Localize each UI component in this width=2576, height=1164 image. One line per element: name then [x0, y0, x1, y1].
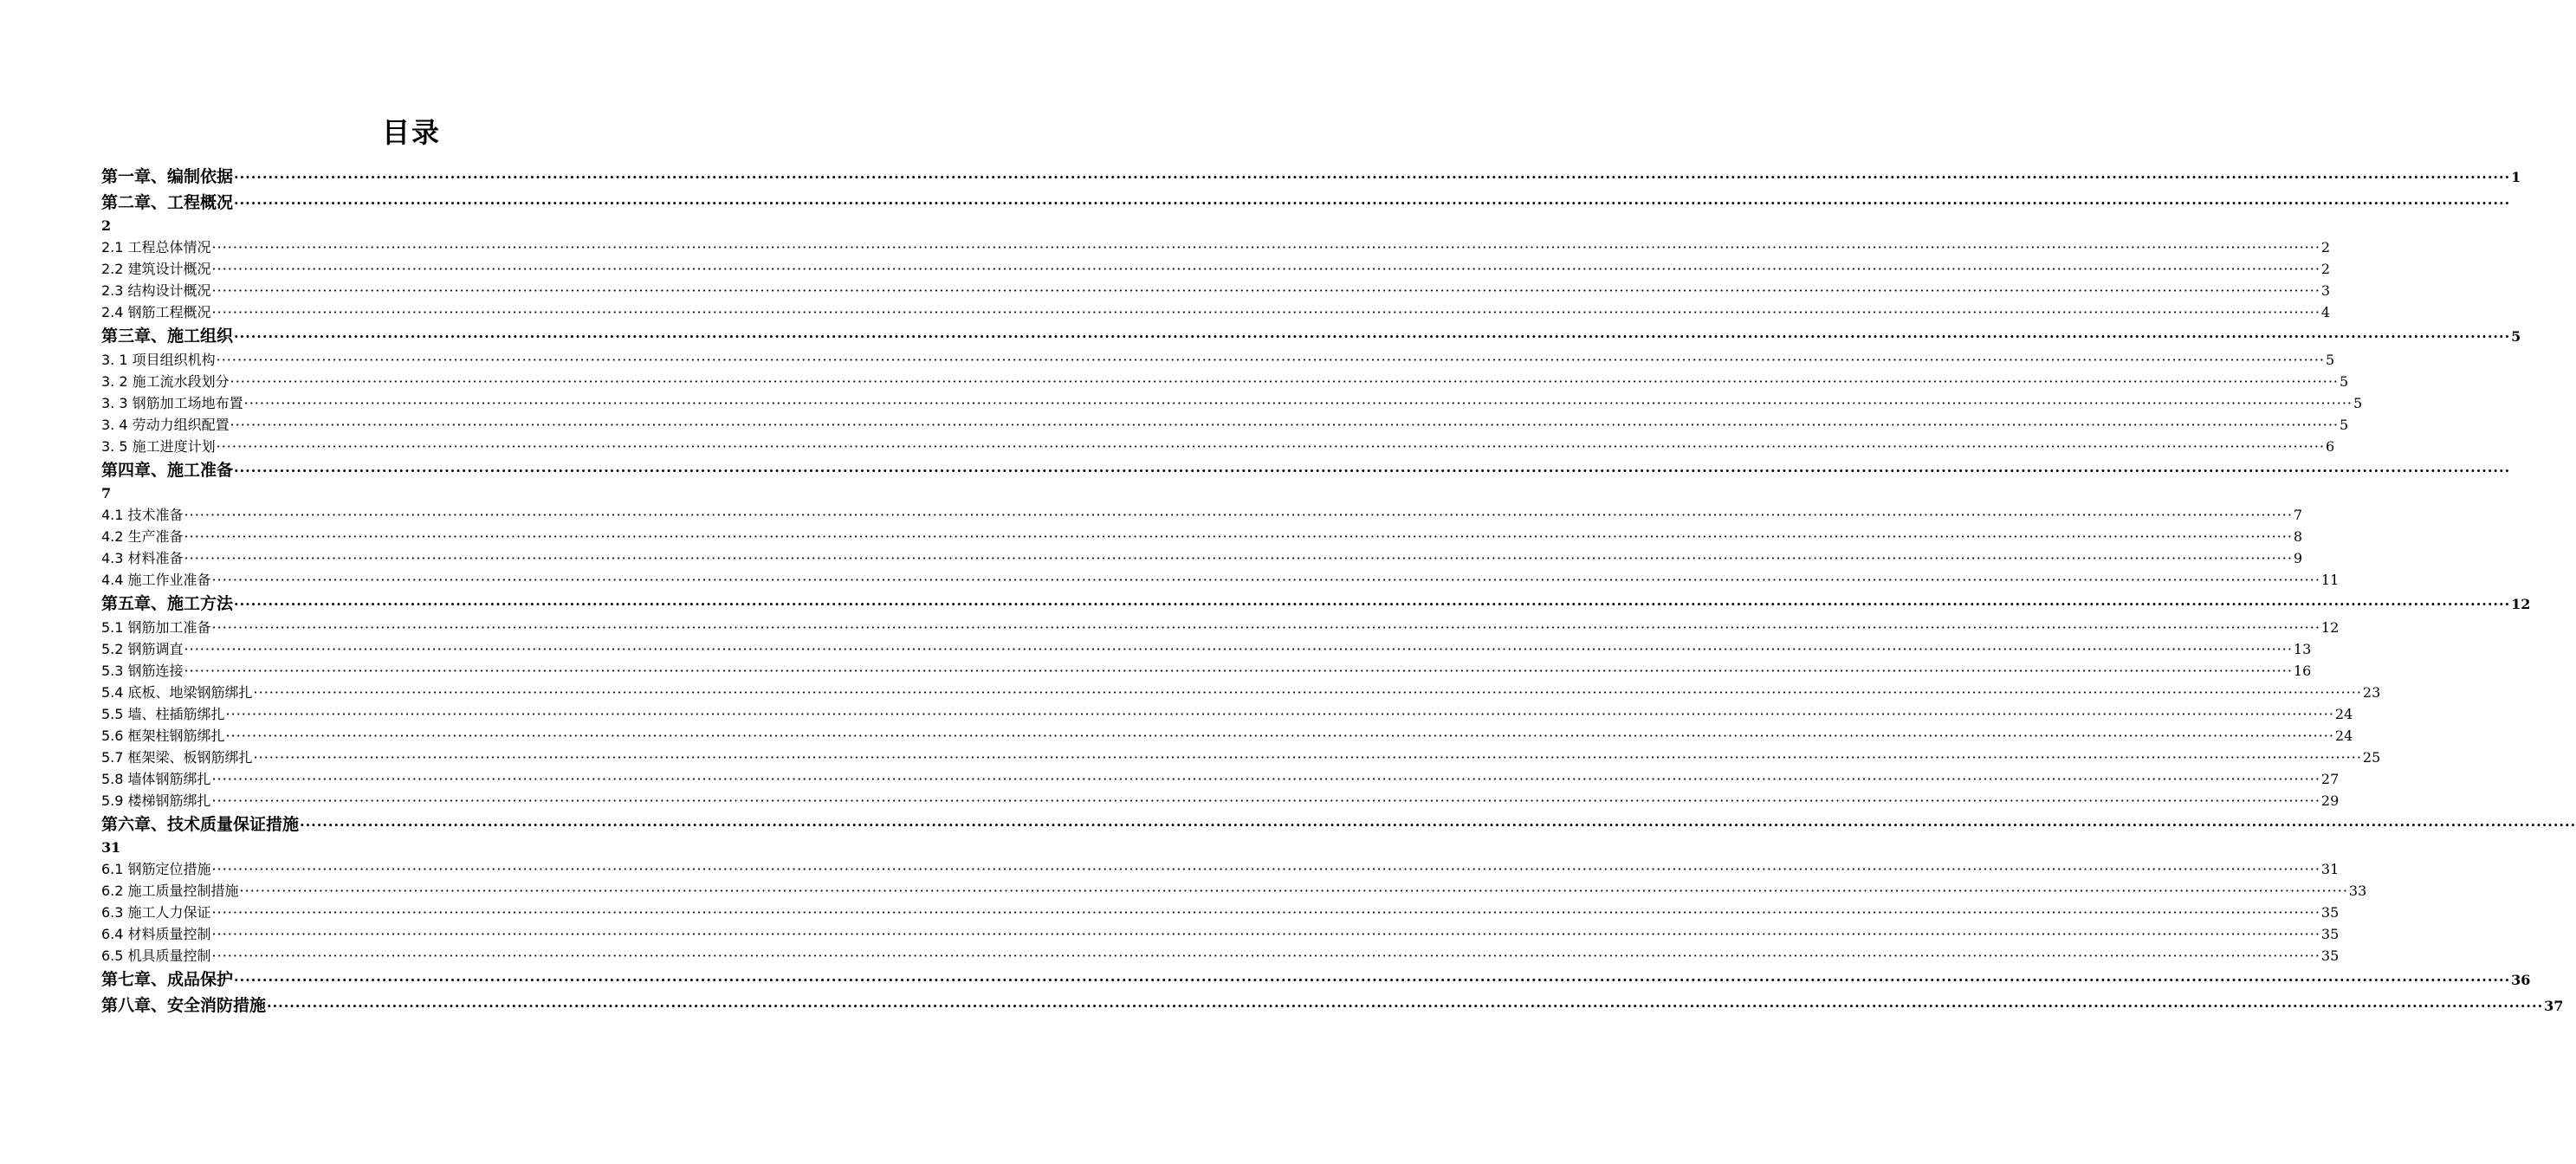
toc-entry-label: 第三章、施工组织 — [101, 327, 234, 346]
toc-chapter-entry[interactable] — [101, 812, 2576, 858]
toc-dot-leader: ················································································································································································································································································································································································································ — [211, 861, 2320, 877]
toc-entry-page: 8 — [2293, 528, 2303, 545]
toc-entry-label: 4.3 材料准备 — [101, 550, 184, 566]
toc-dot-leader: ················································································································································································································································································································································································································ — [234, 169, 2511, 185]
toc-entry-label: 3. 4 劳动力组织配置 — [101, 417, 230, 433]
toc-dot-leader: ················································································································································································································································································································································································································ — [184, 663, 2293, 679]
toc-section-entry[interactable] — [101, 682, 2381, 703]
toc-section-entry[interactable] — [101, 526, 2303, 547]
toc-chapter-entry[interactable] — [101, 457, 2511, 504]
toc-entry-page: 24 — [2334, 728, 2353, 744]
toc-dot-leader: ················································································································································································································································································································································································································ — [234, 195, 2511, 211]
toc-section-entry[interactable] — [101, 504, 2303, 526]
toc-entry-label: 3. 1 项目组织机构 — [101, 352, 216, 368]
toc-entry-page: 5 — [2340, 417, 2349, 433]
toc-chapter-entry[interactable] — [101, 164, 2521, 190]
toc-entry-label: 3. 3 钢筋加工场地布置 — [101, 395, 243, 411]
toc-dot-leader: ················································································································································································································································································································································································································ — [211, 239, 2320, 255]
toc-section-entry[interactable] — [101, 569, 2340, 591]
toc-dot-leader: ················································································································································································································································································································································································································ — [211, 572, 2320, 588]
toc-dot-leader: ················································································································································································································································································································································································································ — [234, 596, 2511, 612]
toc-entry-label: 3. 2 施工流水段划分 — [101, 373, 230, 390]
toc-dot-leader: ················································································································································································································································································································································································································ — [225, 728, 2334, 744]
toc-entry-page: 6 — [2326, 438, 2335, 455]
toc-chapter-entry[interactable] — [101, 993, 2564, 1018]
toc-section-entry[interactable] — [101, 703, 2353, 725]
toc-entry-page: 37 — [2544, 998, 2564, 1014]
toc-section-entry[interactable] — [101, 349, 2335, 371]
toc-entry-label: 第四章、施工准备 — [101, 461, 234, 480]
toc-dot-leader: ················································································································································································································································································································································································································ — [234, 972, 2511, 988]
toc-section-entry[interactable] — [101, 371, 2349, 392]
toc-section-entry[interactable] — [101, 301, 2331, 323]
toc-entry-page: 11 — [2320, 572, 2340, 588]
toc-dot-leader: ················································································································································································································································································································································································································ — [211, 619, 2320, 636]
toc-entry-label: 2.2 建筑设计概况 — [101, 261, 211, 277]
toc-entry-page: 1 — [2511, 169, 2521, 185]
toc-entry-label: 2.4 钢筋工程概况 — [101, 304, 211, 320]
toc-entry-page: 5 — [2353, 395, 2363, 411]
toc-entry-label: 6.3 施工人力保证 — [101, 904, 211, 921]
toc-dot-leader: ················································································································································································································································································································································································································ — [216, 438, 2325, 455]
toc-entry-label: 4.1 技术准备 — [101, 507, 184, 523]
toc-dot-leader: ················································································································································································································································································································································································································ — [211, 792, 2320, 809]
toc-dot-leader: ················································································································································································································································································································································································································ — [230, 373, 2339, 390]
toc-entry-label: 4.4 施工作业准备 — [101, 572, 211, 588]
toc-entry-page: 13 — [2293, 641, 2312, 657]
toc-entry-label: 5.5 墙、柱插筋绑扎 — [101, 706, 225, 722]
toc-entry-page: 5 — [2340, 373, 2349, 390]
toc-entry-page: 2 — [2320, 239, 2331, 255]
toc-chapter-entry[interactable] — [101, 190, 2511, 236]
toc-dot-leader: ················································································································································································································································································································································································································ — [211, 282, 2320, 299]
toc-entry-page: 35 — [2320, 904, 2340, 921]
toc-entry-page: 12 — [2511, 596, 2531, 612]
toc-entry-page: 35 — [2320, 947, 2340, 964]
toc-section-entry[interactable] — [101, 392, 2363, 414]
toc-dot-leader: ················································································································································································································································································································································································································ — [184, 528, 2293, 545]
toc-section-entry[interactable] — [101, 725, 2353, 747]
toc-entry-label: 5.9 楼梯钢筋绑扎 — [101, 792, 211, 809]
page-title: 目录 — [381, 116, 441, 149]
toc-entry-page: 5 — [2326, 352, 2335, 368]
table-of-contents — [101, 164, 2576, 1018]
toc-dot-leader: ················································································································································································································································································································································································································ — [253, 684, 2362, 701]
toc-dot-leader: ················································································································································································································································································································································································································ — [300, 817, 2576, 833]
toc-entry-page: 36 — [2511, 972, 2531, 988]
toc-dot-leader: ················································································································································································································································································································································································································ — [211, 947, 2320, 964]
toc-section-entry[interactable] — [101, 945, 2340, 967]
toc-section-entry[interactable] — [101, 858, 2340, 880]
toc-dot-leader: ················································································································································································································································································································································································································ — [184, 507, 2293, 523]
toc-entry-page: 2 — [101, 217, 112, 234]
toc-entry-page: 33 — [2348, 883, 2367, 899]
toc-dot-leader: ················································································································································································································································································································································································································ — [253, 749, 2362, 766]
toc-section-entry[interactable] — [101, 617, 2340, 638]
toc-entry-label: 6.1 钢筋定位措施 — [101, 861, 211, 877]
toc-dot-leader: ················································································································································································································································································································································································································ — [211, 771, 2320, 787]
toc-entry-label: 5.6 框架柱钢筋绑扎 — [101, 728, 225, 744]
toc-dot-leader: ················································································································································································································································································································································································································ — [225, 706, 2334, 722]
toc-entry-label: 6.2 施工质量控制措施 — [101, 883, 239, 899]
toc-entry-page: 3 — [2320, 282, 2331, 299]
toc-entry-label: 5.1 钢筋加工准备 — [101, 619, 211, 636]
toc-dot-leader: ················································································································································································································································································································································································································ — [216, 352, 2325, 368]
toc-entry-page: 24 — [2334, 706, 2353, 722]
toc-entry-page: 29 — [2320, 792, 2340, 809]
toc-entry-page: 16 — [2293, 663, 2312, 679]
toc-section-entry[interactable] — [101, 790, 2340, 812]
toc-entry-label: 3. 5 施工进度计划 — [101, 438, 216, 455]
toc-section-entry[interactable] — [101, 236, 2331, 258]
toc-entry-page: 9 — [2293, 550, 2303, 566]
toc-entry-page: 31 — [101, 839, 121, 856]
toc-dot-leader: ················································································································································································································································································································································································································ — [211, 304, 2320, 320]
toc-entry-label: 2.3 结构设计概况 — [101, 282, 211, 299]
toc-entry-label: 6.5 机具质量控制 — [101, 947, 211, 964]
toc-dot-leader: ················································································································································································································································································································································································································ — [243, 395, 2353, 411]
toc-entry-label: 5.2 钢筋调直 — [101, 641, 184, 657]
toc-section-entry[interactable] — [101, 638, 2312, 660]
toc-section-entry[interactable] — [101, 414, 2349, 436]
toc-entry-page: 7 — [101, 485, 112, 501]
toc-entry-label: 5.7 框架梁、板钢筋绑扎 — [101, 749, 253, 766]
toc-entry-page: 25 — [2362, 749, 2381, 766]
toc-section-entry[interactable] — [101, 923, 2340, 945]
toc-dot-leader: ················································································································································································································································································································································································································ — [184, 550, 2293, 566]
toc-section-entry[interactable] — [101, 660, 2312, 682]
toc-entry-page: 35 — [2320, 926, 2340, 942]
toc-dot-leader: ················································································································································································································································································································································································································ — [239, 883, 2348, 899]
toc-section-entry[interactable] — [101, 902, 2340, 923]
toc-entry-label: 5.8 墙体钢筋绑扎 — [101, 771, 211, 787]
toc-dot-leader: ················································································································································································································································································································································································································ — [184, 641, 2293, 657]
toc-entry-page: 27 — [2320, 771, 2340, 787]
toc-dot-leader: ················································································································································································································································································································································································································ — [230, 417, 2339, 433]
toc-chapter-entry[interactable] — [101, 591, 2531, 617]
toc-entry-label: 第五章、施工方法 — [101, 594, 234, 613]
toc-entry-page: 4 — [2320, 304, 2331, 320]
toc-entry-label: 5.3 钢筋连接 — [101, 663, 184, 679]
toc-section-entry[interactable] — [101, 280, 2331, 301]
toc-entry-page: 5 — [2511, 328, 2521, 345]
toc-entry-page: 7 — [2293, 507, 2303, 523]
toc-entry-label: 5.4 底板、地梁钢筋绑扎 — [101, 684, 253, 701]
toc-chapter-entry[interactable] — [101, 323, 2521, 349]
toc-entry-label: 第八章、安全消防措施 — [101, 996, 267, 1015]
toc-entry-page: 31 — [2320, 861, 2340, 877]
toc-dot-leader: ················································································································································································································································································································································································································ — [211, 926, 2320, 942]
toc-dot-leader: ················································································································································································································································································································································································································ — [211, 261, 2320, 277]
toc-entry-label: 2.1 工程总体情况 — [101, 239, 211, 255]
toc-entry-label: 6.4 材料质量控制 — [101, 926, 211, 942]
toc-chapter-entry[interactable] — [101, 967, 2531, 993]
toc-section-entry[interactable] — [101, 880, 2367, 902]
toc-entry-label: 4.2 生产准备 — [101, 528, 184, 545]
toc-entry-label: 第一章、编制依据 — [101, 167, 234, 186]
toc-section-entry[interactable] — [101, 747, 2381, 768]
toc-section-entry[interactable] — [101, 258, 2331, 280]
toc-entry-page: 23 — [2362, 684, 2381, 701]
toc-dot-leader: ················································································································································································································································································································································································································ — [234, 462, 2511, 479]
toc-entry-page: 12 — [2320, 619, 2340, 636]
toc-section-entry[interactable] — [101, 547, 2303, 569]
toc-entry-page: 2 — [2320, 261, 2331, 277]
toc-entry-label: 第六章、技术质量保证措施 — [101, 815, 300, 834]
toc-section-entry[interactable] — [101, 768, 2340, 790]
toc-entry-label: 第七章、成品保护 — [101, 970, 234, 989]
toc-dot-leader: ················································································································································································································································································································································································································ — [211, 904, 2320, 921]
toc-dot-leader: ················································································································································································································································································································································································································ — [267, 998, 2544, 1014]
toc-section-entry[interactable] — [101, 436, 2335, 457]
toc-entry-label: 第二章、工程概况 — [101, 193, 234, 212]
toc-dot-leader: ················································································································································································································································································································································································································ — [234, 328, 2511, 345]
